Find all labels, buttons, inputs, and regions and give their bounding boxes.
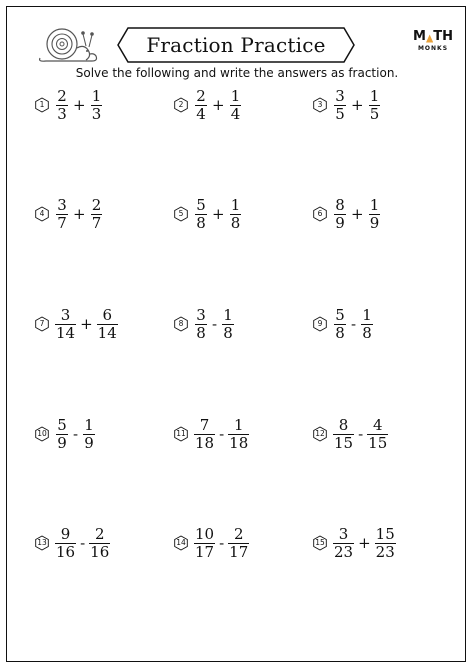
fraction-a [55,417,69,452]
problem-number: 4 [39,209,45,219]
numerator: 1 [369,86,380,105]
numerator: 9 [60,524,71,543]
numerator: 2 [94,524,105,543]
fraction-b [82,417,96,452]
operator-sign: + [351,205,364,223]
denominator: 3 [57,104,67,123]
problem-number-badge [173,316,189,332]
numerator: 5 [335,305,345,324]
problem-number-badge [312,206,328,222]
fraction-b [368,88,382,123]
denominator: 8 [230,213,241,232]
denominator: 18 [229,433,249,452]
instructions-text: Solve the following and write the answers as fraction. [75,66,399,80]
numerator: 2 [57,86,67,105]
operator-sign: - [219,425,225,443]
fraction-b [367,417,388,452]
problem-item [312,85,382,125]
problem-number: 11 [176,429,186,439]
problem-number: 14 [176,538,186,548]
problem-item [173,304,235,344]
fraction-a [194,197,208,232]
problem-number: 12 [315,429,325,439]
denominator: 9 [335,213,345,232]
fraction-b [368,197,382,232]
numerator: 8 [338,415,349,434]
fraction-a [333,197,347,232]
problem-number: 15 [315,538,325,548]
numerator: 1 [230,195,241,214]
denominator: 4 [196,104,206,123]
problem-number-badge [312,97,328,113]
operator-sign: + [358,534,371,552]
denominator: 18 [195,433,215,452]
denominator: 3 [91,104,102,123]
numerator: 6 [102,305,112,324]
fraction-a [194,307,208,342]
fraction-a [333,526,354,561]
problem-number: 13 [37,538,47,548]
problem-item [34,523,110,563]
brand-logo [413,30,453,53]
problem-number-badge [312,426,328,442]
page-title: Fraction Practice [146,33,326,57]
numerator: 3 [338,524,349,543]
numerator: 1 [84,415,94,434]
fraction-a [55,88,69,123]
denominator: 14 [56,323,76,342]
operator-sign: + [80,315,93,333]
denominator: 8 [196,213,206,232]
problem-number-badge [34,426,50,442]
problem-number: 9 [317,319,323,329]
denominator: 7 [91,213,102,232]
fraction-b [229,197,243,232]
operator-sign: - [73,425,79,443]
numerator: 1 [223,305,233,324]
operator-sign: - [351,315,357,333]
denominator: 9 [57,433,67,452]
denominator: 15 [368,433,388,452]
numerator: 8 [335,195,345,214]
problem-item [34,304,118,344]
problem-item [173,523,249,563]
problem-number-badge [173,97,189,113]
numerator: 3 [57,195,67,214]
operator-sign: + [351,96,364,114]
fraction-b [90,197,104,232]
numerator: 1 [230,86,241,105]
problem-number-badge [34,97,50,113]
numerator: 4 [372,415,383,434]
operator-sign: - [80,534,86,552]
fraction-a [194,526,215,561]
numerator: 15 [375,524,395,543]
logo-letter-m: M [413,29,426,44]
denominator: 8 [362,323,372,342]
fraction-a [55,197,69,232]
numerator: 7 [199,415,210,434]
fraction-a [55,307,76,342]
fraction-b [229,88,243,123]
problem-item [173,194,243,234]
denominator: 15 [334,433,354,452]
operator-sign: + [212,96,225,114]
problem-number-badge [312,316,328,332]
fraction-b [360,307,374,342]
problem-item [34,85,104,125]
problem-number: 3 [317,100,323,110]
problem-number: 10 [37,429,47,439]
fraction-a [333,88,347,123]
fraction-a [194,88,208,123]
problem-item [312,194,382,234]
operator-sign: - [358,425,364,443]
problem-number: 2 [178,100,184,110]
denominator: 17 [229,542,249,561]
numerator: 5 [196,195,206,214]
denominator: 8 [335,323,345,342]
fraction-b [90,88,104,123]
logo-triangle-icon [426,33,433,44]
numerator: 5 [57,415,67,434]
numerator: 3 [335,86,345,105]
problem-item [312,304,374,344]
fraction-b [228,526,249,561]
fraction-a [194,417,215,452]
problem-number-badge [173,535,189,551]
logo-letters-th: TH [433,29,453,44]
problem-number: 1 [39,100,45,110]
problem-item [173,414,249,454]
denominator: 23 [375,542,395,561]
operator-sign: + [73,205,86,223]
fraction-a [333,417,354,452]
denominator: 17 [195,542,215,561]
problem-number: 5 [178,209,184,219]
problem-number-badge [34,535,50,551]
problem-number: 7 [39,319,45,329]
denominator: 14 [97,323,117,342]
fraction-a [333,307,347,342]
problem-item [34,414,96,454]
problem-number: 6 [317,209,323,219]
problem-number-badge [312,535,328,551]
operator-sign: + [73,96,86,114]
denominator: 23 [334,542,354,561]
problem-item [34,194,104,234]
operator-sign: - [212,315,218,333]
problem-number-badge [173,206,189,222]
denominator: 5 [335,104,345,123]
operator-sign: - [219,534,225,552]
numerator: 1 [369,195,380,214]
denominator: 4 [230,104,241,123]
problem-number-badge [34,316,50,332]
problem-item [312,414,388,454]
fraction-a [55,526,76,561]
numerator: 1 [362,305,372,324]
numerator: 1 [91,86,102,105]
numerator: 2 [233,524,244,543]
numerator: 3 [60,305,71,324]
fraction-b [221,307,235,342]
problem-item [312,523,396,563]
problem-number: 8 [178,319,184,329]
denominator: 16 [90,542,110,561]
numerator: 10 [195,524,215,543]
problem-item [173,85,243,125]
logo-subtext: MONKS [417,45,449,52]
problem-number-badge [34,206,50,222]
denominator: 16 [56,542,76,561]
denominator: 5 [369,104,380,123]
denominator: 8 [223,323,233,342]
denominator: 8 [196,323,206,342]
problem-number-badge [173,426,189,442]
numerator: 1 [233,415,244,434]
denominator: 7 [57,213,67,232]
fraction-b [89,526,110,561]
denominator: 9 [84,433,94,452]
numerator: 2 [196,86,206,105]
snail-icon [36,20,100,64]
fraction-b [228,417,249,452]
operator-sign: + [212,205,225,223]
numerator: 2 [91,195,102,214]
fraction-b [97,307,118,342]
denominator: 9 [369,213,380,232]
fraction-b [375,526,396,561]
numerator: 3 [196,305,206,324]
